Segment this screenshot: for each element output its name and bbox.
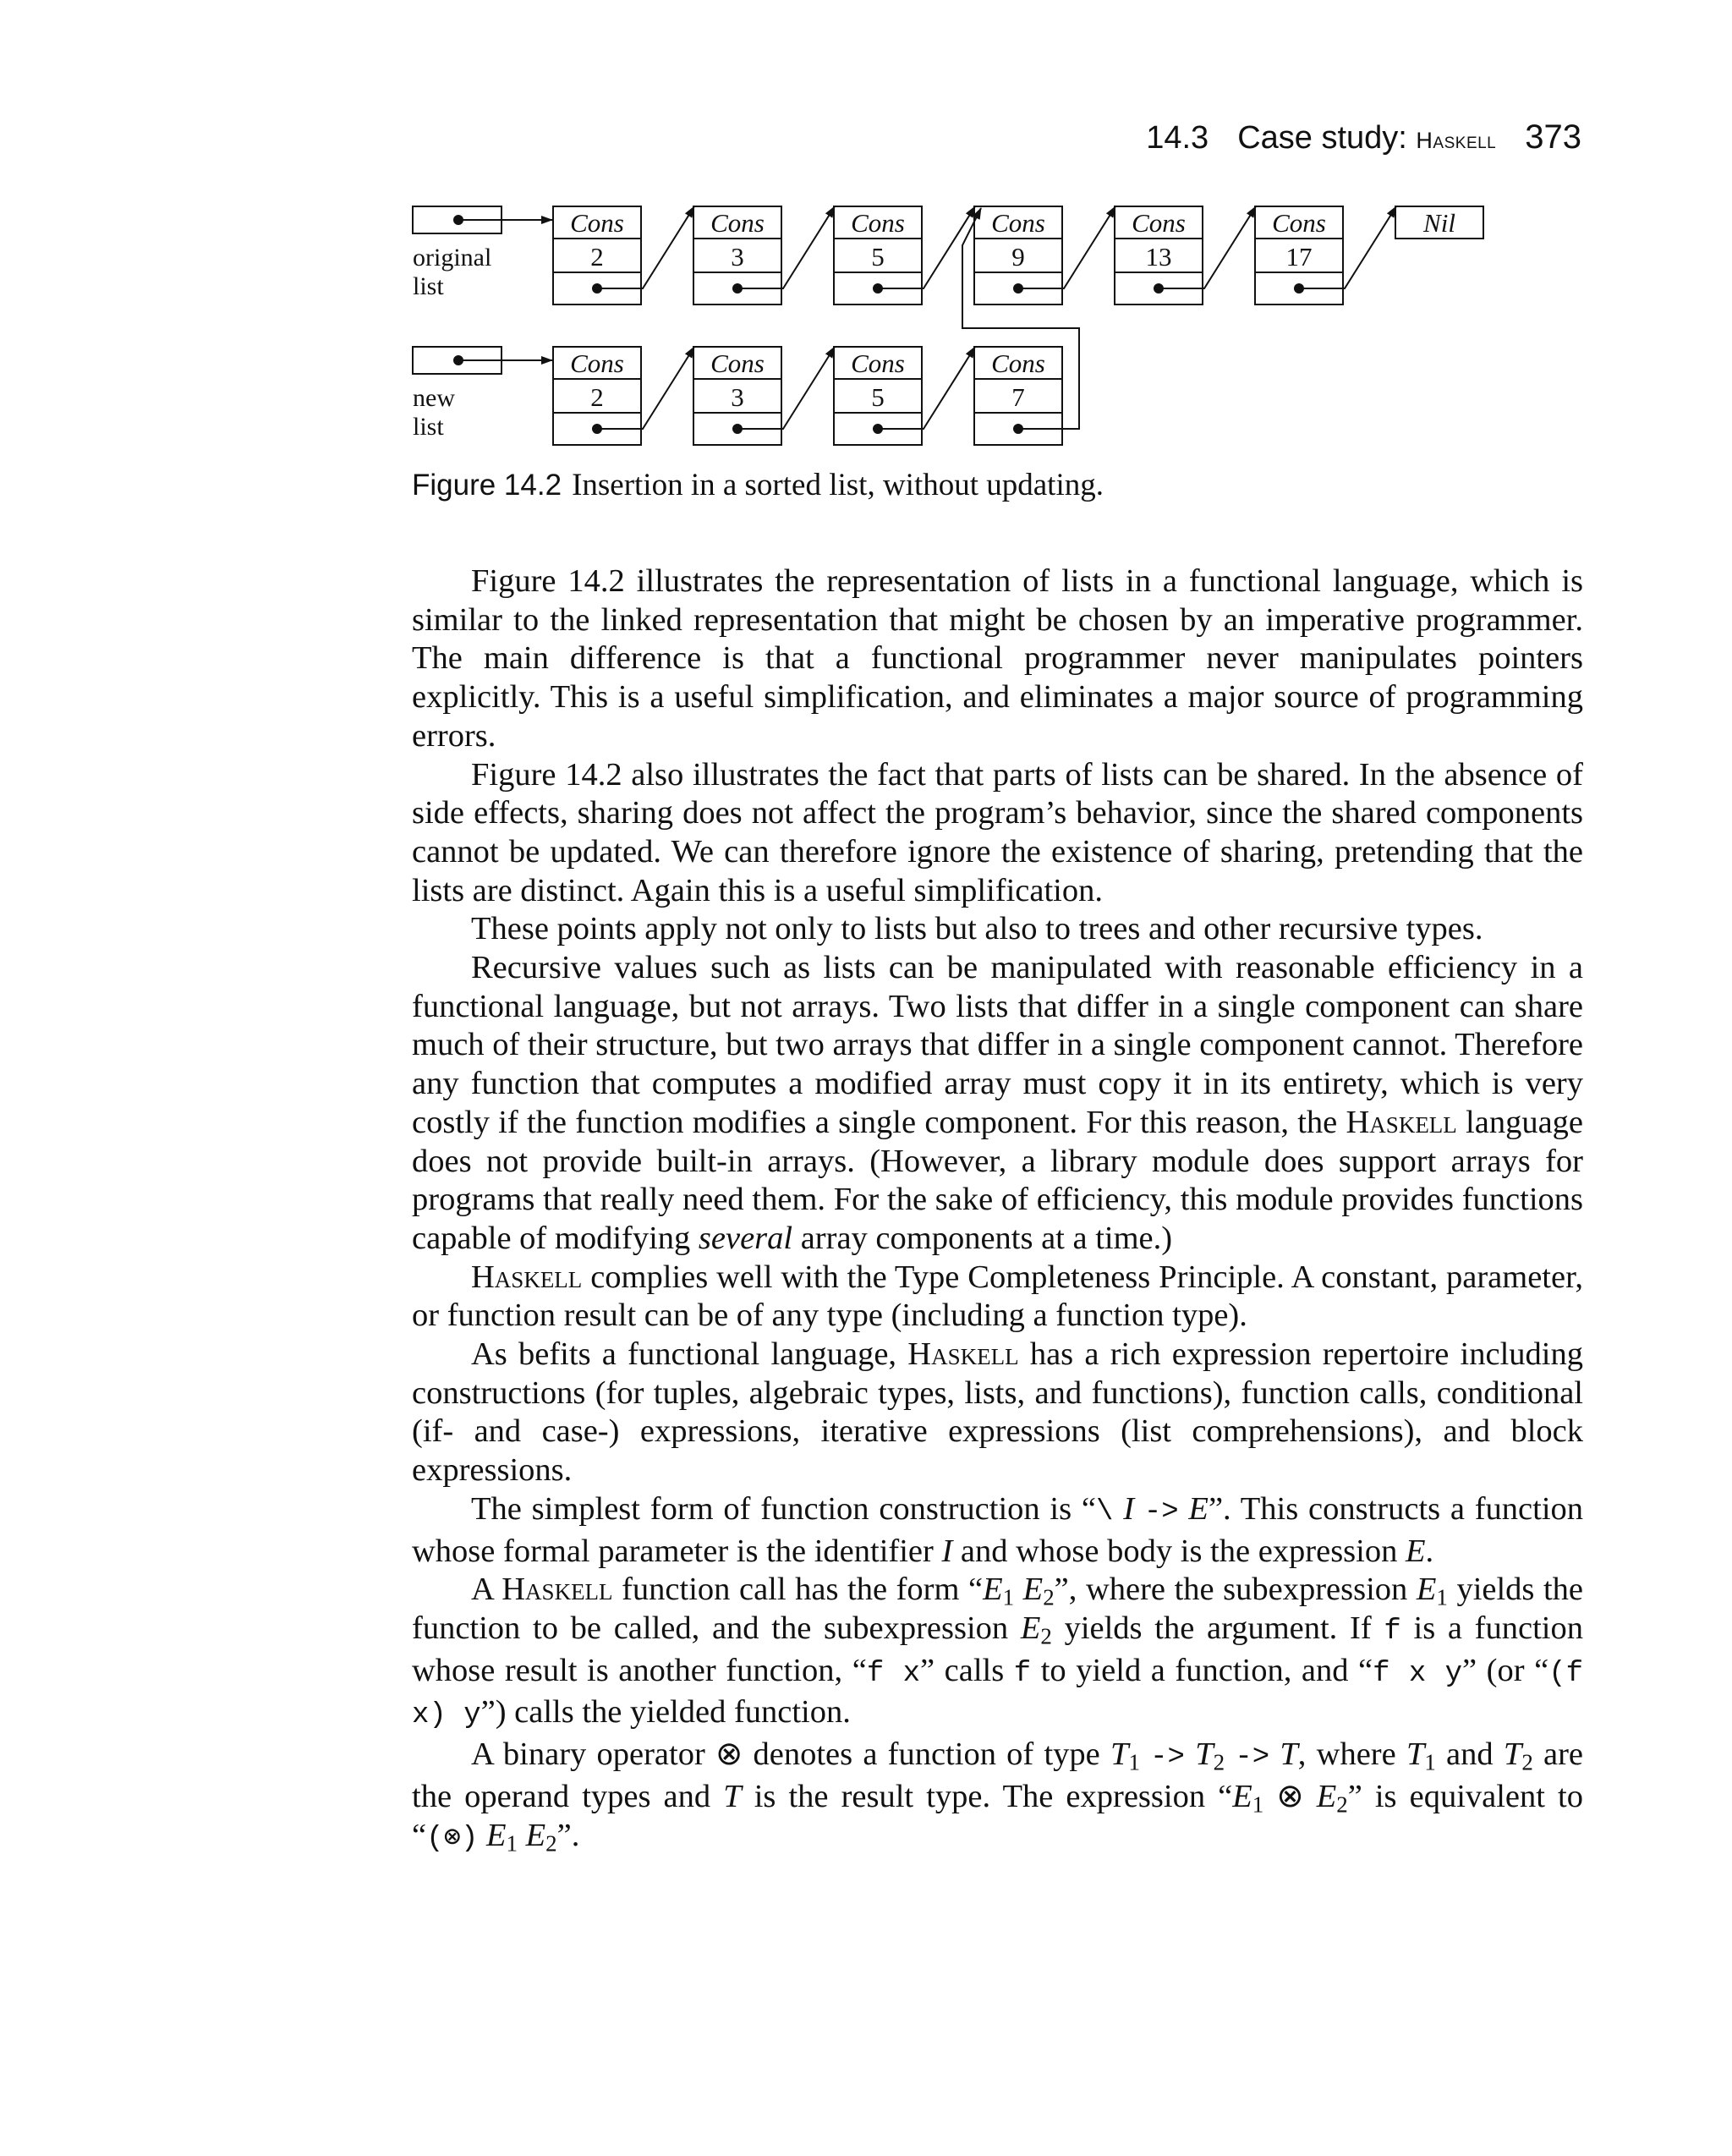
original-node-1-cons-label: Cons	[570, 208, 624, 238]
section-number: 14.3	[1146, 120, 1209, 156]
original-node-4-cons-label: Cons	[991, 208, 1045, 238]
new-node-1-value: 2	[590, 382, 604, 412]
new-node-2-cons-label: Cons	[710, 348, 765, 378]
new-node-1-cons-label: Cons	[570, 348, 624, 378]
new-node-2-value: 3	[731, 382, 744, 412]
paragraph-7: The simplest form of function construction is “\ I -> E”. This constructs a function whose formal parameter is the identifier I and whose body is the expression E.	[412, 1490, 1584, 1569]
paragraph-8: A Haskell function call has the form “$E_1$ $E_2$”, where the subexpression $E_1$ yields the function to be called, and the subexpression $E_2$ yields the argument. If f is a function whose result is another function, “f x” calls f to yield a function, and “f x y” (or “(f x) y”) calls the yielded function.	[412, 1572, 1584, 1732]
figure-caption-text: Insertion in a sorted list, without updating.	[572, 468, 1104, 502]
paragraph-1: Figure 14.2 illustrates the representation of lists in a functional language, which is similar to the linked representation that might be chosen by an imperative programmer. The main difference is that a functional programmer never manipulates pointers explicitly. This is a useful simplification, and eliminates a major source of programming errors.	[412, 563, 1583, 754]
new-list-label-2: list	[413, 413, 444, 441]
figure-caption-label: Figure 14.2	[412, 469, 562, 502]
paragraph-9: A binary operator ⊗ denotes a function of type $T_1 -> T_2 -> T$, where $T_1$ and $T_2$ are the operand types and T is the result type. The expression “$E_1$ ⊗ $E_2$” is equivalent to “(⊗) $E_1$ $E_2$”.	[412, 1736, 1584, 1857]
original-node-2-value: 3	[731, 242, 744, 272]
nil-label: Nil	[1423, 208, 1455, 238]
original-node-4-value: 9	[1011, 242, 1025, 272]
original-node-6-value: 17	[1285, 242, 1313, 272]
original-node-5-cons-label: Cons	[1132, 208, 1186, 238]
page-number: 373	[1525, 118, 1581, 156]
new-node-4-value: 7	[1011, 382, 1025, 412]
original-node-3-cons-label: Cons	[851, 208, 905, 238]
original-list-label-1: original	[413, 244, 492, 272]
new-list-label-1: new	[413, 384, 455, 412]
section-title-haskell: Haskell	[1416, 128, 1497, 153]
running-header	[846, 118, 1581, 156]
new-node-3-cons-label: Cons	[851, 348, 905, 378]
new-node-3-value: 5	[871, 382, 885, 412]
original-node-3-value: 5	[871, 242, 885, 272]
paragraph-3: These points apply not only to lists but also to trees and other recursive types.	[471, 911, 1483, 947]
original-node-5-value: 13	[1145, 242, 1172, 272]
new-node-4-cons-label: Cons	[991, 348, 1045, 378]
original-node-2-cons-label: Cons	[710, 208, 765, 238]
figure-14-2-diagram	[397, 195, 1514, 465]
figure-caption	[412, 467, 1104, 503]
original-node-6-cons-label: Cons	[1272, 208, 1326, 238]
section-title: Case study:	[1237, 120, 1417, 156]
body-text	[412, 562, 1583, 1858]
original-node-1-value: 2	[590, 242, 604, 272]
paragraph-4: Recursive values such as lists can be manipulated with reasonable efficiency in a functional language, but not arrays. Two lists that differ in a single component can share much of their structure, but two arrays that differ in a single component cannot. Therefore any function that computes a modified array must copy it in its entirety, which is very costly if the function modifies a single component. For this reason, the Haskell language does not provide built-in arrays. (However, a library module does support arrays for programs that really need them. For the sake of efficiency, this module provides functions capable of modifying several array components at a time.)	[412, 950, 1584, 1256]
original-list-label-2: list	[413, 272, 444, 300]
paragraph-2: Figure 14.2 also illustrates the fact that parts of lists can be shared. In the absence of side effects, sharing does not affect the program’s behavior, since the shared components cannot be updated. We can therefore ignore the existence of sharing, pretending that the lists are distinct. Again this is a useful simplification.	[412, 756, 1583, 908]
paragraph-5: Haskell complies well with the Type Completeness Principle. A constant, parameter, or function result can be of any type (including a function type).	[412, 1259, 1583, 1334]
paragraph-6: As befits a functional language, Haskell has a rich expression repertoire including constructions (for tuples, algebraic types, lists, and functions), function calls, conditional (if- and case-) expressions, iterative expressions (list comprehensions), and block expressions.	[412, 1336, 1583, 1489]
